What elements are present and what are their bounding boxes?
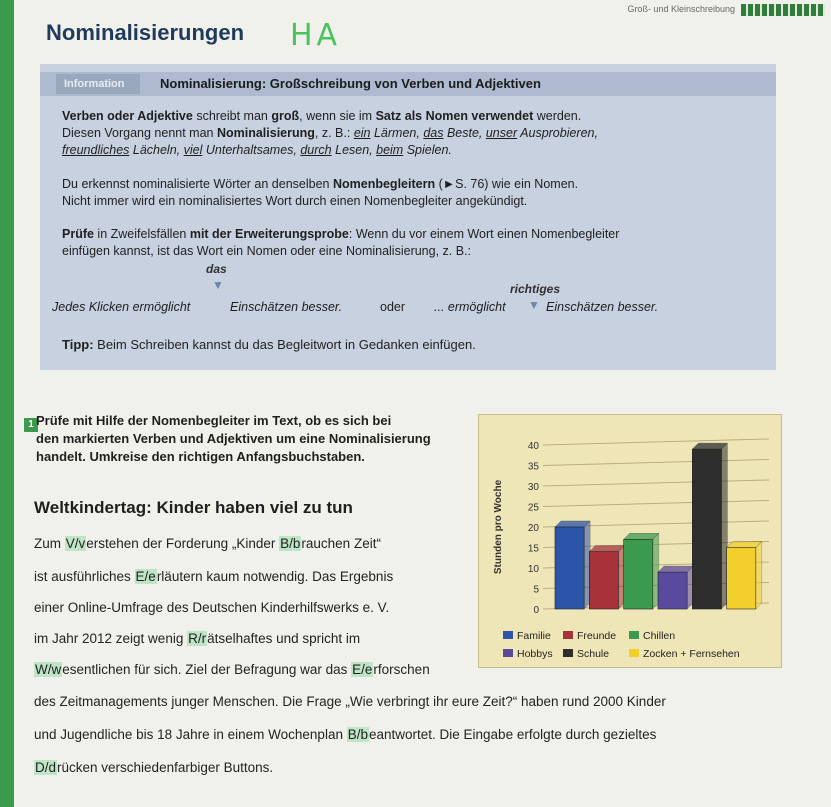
article-line-2: ist ausführliches E/erläutern kaum notwendig. Das Ergebnis xyxy=(34,569,394,584)
y-tick-label: 5 xyxy=(533,584,539,596)
gridline xyxy=(543,439,769,445)
legend-swatch xyxy=(629,649,639,657)
bar-chart xyxy=(478,414,782,668)
info-heading: Nominalisierung: Großschreibung von Verben und Adjektiven xyxy=(160,76,541,91)
y-axis-label: Stunden pro Woche xyxy=(493,479,504,575)
section-marker-bar xyxy=(741,4,825,16)
gridline xyxy=(543,460,769,466)
legend-label: Familie xyxy=(517,630,551,642)
legend-label: Freunde xyxy=(577,630,617,642)
case-choice[interactable]: W/w xyxy=(35,662,62,677)
task-instructions: Prüfe mit Hilfe der Nomenbegleiter im Text, ob es sich bei den markierten Verben und Adjektiven um eine Nominalisierung handelt. Umkreise den richtigen Anfangsbuchstaben. xyxy=(36,413,431,464)
y-tick-label: 10 xyxy=(527,564,539,575)
bar xyxy=(727,548,756,610)
legend-label: Chillen xyxy=(643,630,676,642)
section-label: Groß- und Kleinschreibung xyxy=(627,4,735,14)
legend-label: Hobbys xyxy=(517,648,553,660)
case-choice[interactable]: B/b xyxy=(280,536,301,551)
y-tick-label: 30 xyxy=(527,482,539,493)
legend-swatch xyxy=(503,649,513,657)
bar xyxy=(589,552,618,609)
bar xyxy=(692,449,721,609)
legend-swatch xyxy=(503,631,513,639)
legend-swatch xyxy=(563,631,573,639)
gridline xyxy=(543,501,769,507)
y-tick-label: 35 xyxy=(527,461,539,473)
rule-line-1: Verben oder Adjektive schreibt man groß, wenn sie im Satz als Nomen verwendet werden. xyxy=(62,109,582,123)
probe-line-2: einfügen kannst, ist das Wort ein Nomen oder eine Nominalisierung, z. B.: xyxy=(62,244,472,258)
insert-word-das: das xyxy=(206,262,227,276)
article-line-8: D/drücken verschiedenfarbiger Buttons. xyxy=(35,760,274,775)
task-number: 1 xyxy=(24,418,38,432)
bar xyxy=(658,572,687,609)
case-choice[interactable]: D/d xyxy=(35,760,57,775)
begleiter-line-1: Du erkennst nominalisierte Wörter an denselben Nomenbegleitern (►S. 76) wie ein Nomen. xyxy=(62,177,579,191)
article-title: Weltkindertag: Kinder haben viel zu tun xyxy=(34,498,353,517)
example-left-before: Jedes Klicken ermöglicht xyxy=(52,300,191,314)
article-line-1: Zum V/verstehen der Forderung „Kinder B/brauchen Zeit“ xyxy=(34,536,381,551)
tip-line: Tipp: Beim Schreiben kannst du das Begleitwort in Gedanken einfügen. xyxy=(62,337,476,352)
legend-swatch xyxy=(563,649,573,657)
example-right-after: Einschätzen besser. xyxy=(546,300,659,314)
info-tab: Information xyxy=(56,74,140,94)
article-line-7: und Jugendliche bis 18 Jahre in einem Wochenplan B/beantwortet. Die Eingabe erfolgte durch gezieltes xyxy=(34,727,657,742)
example-left-after: Einschätzen besser. xyxy=(230,300,343,314)
rule-line-2: Diesen Vorgang nennt man Nominalisierung, z. B.: ein Lärmen, das Beste, unser Ausprobieren, xyxy=(62,126,598,140)
begleiter-line-2: Nicht immer wird ein nominalisiertes Wort durch einen Nomenbegleiter angekündigt. xyxy=(62,194,528,208)
case-choice[interactable]: V/v xyxy=(65,536,86,551)
legend-label: Zocken + Fernsehen xyxy=(643,648,740,660)
rule-line-3: freundliches Lächeln, viel Unterhaltsames, durch Lesen, beim Spielen. xyxy=(62,143,452,157)
bar-side xyxy=(756,542,762,610)
article-line-3: einer Online-Umfrage des Deutschen Kinderhilfswerks e. V. xyxy=(34,600,390,615)
page-title: Nominalisierungen xyxy=(46,20,245,45)
insert-word-richtiges: richtiges xyxy=(510,282,561,296)
case-choice[interactable]: E/e xyxy=(352,662,373,677)
probe-line-1: Prüfe in Zweifelsfällen mit der Erweiterungsprobe: Wenn du vor einem Wort einen Nomenbegleiter xyxy=(62,227,620,241)
y-tick-label: 25 xyxy=(527,502,539,514)
y-tick-label: 20 xyxy=(527,523,539,534)
legend-label: Schule xyxy=(577,648,610,660)
bar-chart-svg xyxy=(479,415,781,667)
bar xyxy=(624,539,653,609)
case-choice[interactable]: R/r xyxy=(188,631,207,646)
case-choice[interactable]: B/b xyxy=(347,727,368,742)
legend-swatch xyxy=(629,631,639,639)
bar xyxy=(555,527,584,609)
article-line-5: W/wesentlichen für sich. Ziel der Befragung war das E/erforschen xyxy=(35,662,430,677)
y-tick-label: 0 xyxy=(533,605,539,616)
insert-arrow-icon: ▼ xyxy=(212,278,224,292)
gridline xyxy=(543,480,769,486)
example-or: oder xyxy=(380,300,406,314)
insert-arrow-icon: ▼ xyxy=(528,298,540,312)
example-right-before: ... ermöglicht xyxy=(434,300,506,314)
handwritten-note: HA xyxy=(290,18,342,53)
y-tick-label: 40 xyxy=(527,441,539,452)
information-box xyxy=(40,64,776,370)
article-line-6: des Zeitmanagements junger Menschen. Die Frage „Wie verbringt ihr eure Zeit?“ haben rund 2000 Kinder xyxy=(34,694,666,709)
case-choice[interactable]: E/e xyxy=(135,569,156,584)
y-tick-label: 15 xyxy=(527,543,539,555)
article-line-4: im Jahr 2012 zeigt wenig R/rätselhaftes und spricht im xyxy=(34,631,361,646)
